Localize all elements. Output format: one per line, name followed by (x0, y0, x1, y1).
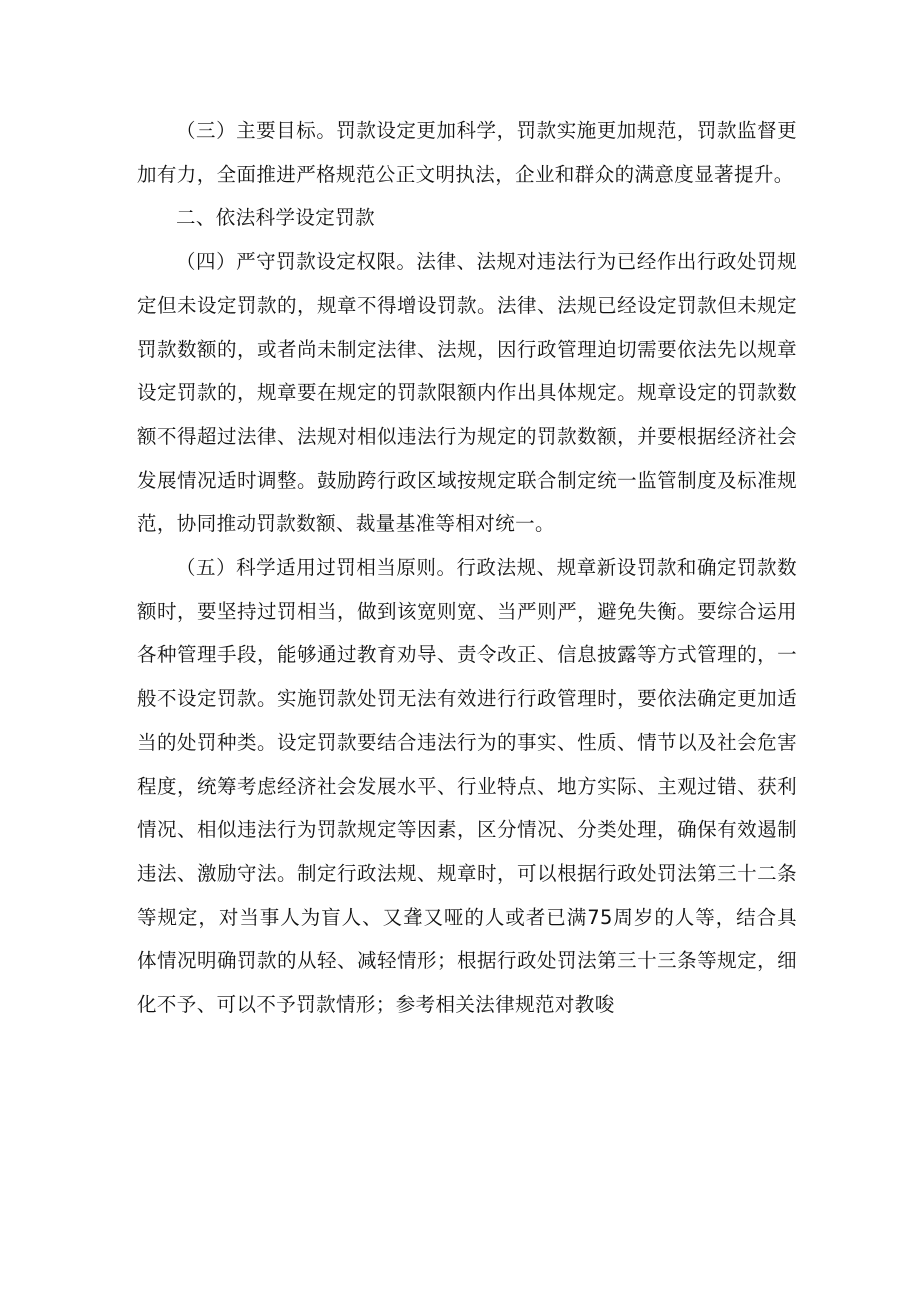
section-heading-2: 二、依法科学设定罚款 (176, 206, 376, 230)
paragraph-proportionality-principle: （五）科学适用过罚相当原则。行政法规、规章新设罚款和确定罚款数额时，要坚持过罚相当，做到该宽则宽、当严则严，避免失衡。要综合运用各种管理手段，能够通过教育劝导、责令改正、信息披露等方式管理的，一般不设定罚款。实施罚款处罚无法有效进行行政管理时，要依法确定更加适当的处罚种类。设定罚款要结合违法行为的事实、性质、情节以及社会危害程度，统筹考虑经济社会发展水平、行业特点、地方实际、主观过错、获利情况、相似违法行为罚款规定等因素，区分情况、分类处理，确保有效遏制违法、激励守法。制定行政法规、规章时，可以根据行政处罚法第三十二条等规定，对当事人为盲人、又聋又哑的人或者已满75周岁的人等，结合具体情况明确罚款的从轻、减轻情形；根据行政处罚法第三十三条等规定，细化不予、可以不予罚款情形；参考相关法律规范对教唆 (137, 556, 797, 1017)
paragraph-fine-setting-authority: （四）严守罚款设定权限。法律、法规对违法行为已经作出行政处罚规定但未设定罚款的，规章不得增设罚款。法律、法规已经设定罚款但未规定罚款数额的，或者尚未制定法律、法规，因行政管理迫切需要依法先以规章设定罚款的，规章要在规定的罚款限额内作出具体规定。规章设定的罚款数额不得超过法律、法规对相似违法行为规定的罚款数额，并要根据经济社会发展情况适时调整。鼓励跨行政区域按规定联合制定统一监管制度及标准规范，协同推动罚款数额、裁量基准等相对统一。 (137, 250, 797, 536)
paragraph-main-goals: （三）主要目标。罚款设定更加科学，罚款实施更加规范，罚款监督更加有力，全面推进严格规范公正文明执法，企业和群众的满意度显著提升。 (137, 119, 797, 186)
document-body (137, 109, 797, 1027)
